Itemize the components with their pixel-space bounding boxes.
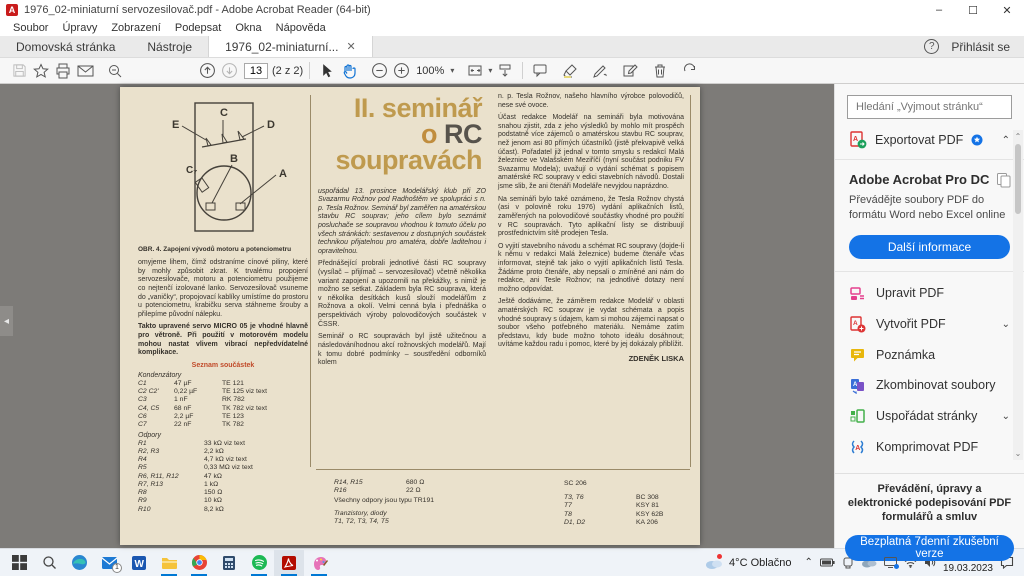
sidebar-item-label: Poznámka: [876, 347, 936, 362]
bottom-part-row: D1, D2 KA 206: [564, 519, 658, 527]
sidebar-item-label: Upravit PDF: [876, 286, 945, 301]
sidebar-item-label: Uspořádat stránky: [876, 409, 978, 424]
bottom-parts-left: [334, 479, 504, 525]
menu-bar: [0, 20, 1024, 36]
transistors-list: T1, T2, T3, T4, T5: [334, 517, 389, 525]
weather-text: 4°C Oblačno: [729, 556, 792, 569]
transistor-type-sc206: SC 206: [564, 480, 587, 487]
save-icon[interactable]: [8, 61, 30, 81]
acrobat-app-icon: A: [6, 4, 18, 16]
mail-icon[interactable]: [94, 550, 124, 576]
middle-paragraph-1: uspořádal 13. prosince Modelářský klub při ZO Svazarmu Rožnov pod Radhoštěm ve spolupráci s n. p. Tesla Rožnov. Seminář byl zaměřen na amatérskou stavbu RC souprav; jeho cílem bylo seznámit posluchače se soupravou vhodnou k tomuto účelu po všech stránkách: sestavenou z dostupných součástek technikou přijatelnou pro amatéra, dobře laditelnou i opravitelnou.: [318, 187, 486, 255]
start-button[interactable]: [4, 550, 34, 576]
calculator-icon[interactable]: [214, 550, 244, 576]
resistors-heading: Odpory: [138, 431, 161, 439]
weather-widget[interactable]: [704, 556, 792, 570]
tab-tools[interactable]: Nástroje: [147, 39, 193, 54]
notification-dot: [894, 564, 899, 569]
parts-list-heading: Seznam součástek: [191, 361, 255, 369]
minimize-button[interactable]: –: [935, 4, 943, 16]
promo-title: Adobe Acrobat Pro DC: [849, 172, 990, 187]
menu-podepsat[interactable]: Podepsat: [174, 22, 222, 34]
menu-napoveda[interactable]: Nápověda: [275, 22, 326, 34]
tab-bar: [0, 36, 1024, 58]
capacitor-row: C3 1 nF RK 782: [138, 396, 245, 404]
sidebar-item-label: Zkombinovat soubory: [876, 378, 996, 393]
right-paragraph-1: n. p. Tesla Rožnov, našeho hlavního výrobce polovodičů, nese své ovoce.: [498, 93, 684, 109]
tab-close-icon[interactable]: ✕: [346, 41, 356, 53]
sidebar-item-comment[interactable]: [835, 340, 1024, 370]
window-title: 1976_02-miniaturní servozesilovač.pdf - Adobe Acrobat Reader (64-bit): [24, 4, 371, 16]
acrobat-pro-promo: [835, 160, 1024, 272]
page-count-label: (2 z 2): [272, 64, 304, 77]
zoom-out-icon[interactable]: [368, 61, 390, 81]
sidebar-item-label: Komprimovat PDF: [876, 440, 979, 455]
create-pdf-icon: [849, 316, 866, 333]
star-icon[interactable]: [30, 61, 52, 81]
sign-in-link[interactable]: Přihlásit se: [951, 39, 1010, 54]
taskbar-search-icon[interactable]: [34, 550, 64, 576]
mail-badge: 1: [112, 563, 122, 573]
document-area: [0, 84, 1024, 560]
svg-text:A: A: [853, 381, 858, 388]
figure-label-b: B: [230, 153, 238, 165]
tools-sidebar: [834, 84, 1024, 560]
column-divider: [310, 95, 311, 467]
menu-zobrazeni[interactable]: Zobrazení: [111, 22, 161, 34]
sidebar-item-edit-pdf[interactable]: [835, 278, 1024, 309]
menu-upravy[interactable]: Úpravy: [62, 22, 98, 34]
scrolling-mode-icon[interactable]: [494, 61, 516, 81]
comment-icon[interactable]: [529, 61, 551, 81]
svg-text:A: A: [853, 136, 859, 143]
svg-text:A: A: [853, 319, 858, 327]
bottom-part-row: T8 KSY 62B: [564, 510, 664, 518]
figure-label-c7: C₇: [186, 165, 198, 176]
maximize-button[interactable]: ☐: [968, 4, 978, 17]
scroll-up-icon[interactable]: ⌃: [1014, 132, 1022, 141]
capacitors-heading: Kondenzátory: [138, 371, 182, 379]
resistor-row: R5 0,33 MΩ viz text: [138, 464, 253, 472]
sign-icon[interactable]: [589, 61, 611, 81]
next-page-icon[interactable]: [218, 61, 240, 81]
zoom-in-icon[interactable]: [390, 61, 412, 81]
compress-pdf-icon: [849, 439, 866, 456]
close-button[interactable]: ✕: [1002, 4, 1012, 17]
chrome-icon[interactable]: [184, 550, 214, 576]
email-icon[interactable]: [74, 61, 96, 81]
bottom-parts-right: [564, 479, 714, 528]
capacitor-row: C4, C5 68 nF TK 782 viz text: [138, 404, 267, 412]
capacitor-row: C7 22 nF TK 782: [138, 421, 244, 429]
resistor-row: R2, R3 2,2 kΩ: [138, 447, 224, 455]
chevron-up-icon[interactable]: ⌃: [1001, 134, 1010, 146]
chevron-down-icon[interactable]: ⌄: [1001, 410, 1010, 422]
bottom-part-row: R14, R15 680 Ω: [334, 479, 425, 486]
toolbar: [0, 58, 1024, 84]
paint3d-icon[interactable]: [304, 550, 334, 576]
sidebar-scrollbar[interactable]: [1013, 130, 1023, 460]
edit-pdf-icon: [849, 285, 866, 302]
more-info-button[interactable]: Další informace: [849, 235, 1010, 259]
title-bar: [0, 0, 1024, 20]
sidebar-footer: [835, 474, 1024, 570]
resistor-type-note: Všechny odpory jsou typu TR191: [334, 496, 434, 504]
tray-chevron-icon[interactable]: ⌃: [804, 557, 813, 568]
capacitor-row: C2 C2' 0,22 µF TE 125 viz text: [138, 388, 267, 396]
figure-motor-schematic: [148, 95, 298, 243]
capacitors-table: [138, 380, 308, 430]
search-box[interactable]: [847, 95, 1012, 119]
spotify-icon[interactable]: [244, 550, 274, 576]
resistor-row: R1 33 kΩ viz text: [138, 439, 245, 447]
navigation-pane-toggle[interactable]: ◂: [0, 306, 13, 336]
transistors-heading: Tranzistory, diody: [334, 509, 387, 517]
print-icon[interactable]: [52, 61, 74, 81]
bottom-part-row: T7 KSY 81: [564, 502, 659, 510]
find-icon[interactable]: [104, 61, 126, 81]
premium-badge-icon: [971, 134, 983, 146]
delete-icon[interactable]: [649, 61, 671, 81]
capacitor-row: C1 47 µF TE 121: [138, 379, 244, 387]
free-trial-button[interactable]: Bezplatná 7denní zkušební verze: [845, 535, 1014, 561]
left-paragraph-1: omyjeme lihem, čímž odstraníme cínové piliny, které by mohly způsobit zkrat. K trvalému propojení servozesilovače, motoru a potenciometru použijeme co nejtenčí izolované lanko. Servozesilovač vsuneme do „vaničky“, propojovací kablíky umístíme do prostoru u potenciometru, krabičku serva stáhneme šrouby a přilepíme původní nálepku.: [138, 259, 308, 318]
page-left-column: [138, 95, 308, 514]
middle-paragraph-2: Přednášející probrali jednotlivé části RC soupravy (vysílač – přijímač – servozesilovač) včetně několika variant zapojení a upozornili na překážky, s nimiž je možno se setkat. Základem byla RC souprava, která v několika desítkách kusů slouží modelářům z Rožnova a okolí. Velmi cenná byla i přednáška o perspektivách výroby polovodičových součástek v ČSSR.: [318, 260, 486, 328]
figure-label-a: A: [279, 168, 287, 180]
comment-note-icon: [849, 347, 866, 363]
teams-icon[interactable]: [884, 557, 897, 568]
article-right-rule: [690, 95, 691, 467]
svg-text:W: W: [134, 558, 144, 570]
left-paragraph-2: Takto upravené servo MICRO 05 je vhodné hlavně pro větroně. Při použití v motorovém modelu mohou nastat vlivem vibrací nepředvídatelné komplikace.: [138, 323, 308, 357]
search-input[interactable]: [856, 101, 1003, 113]
fill-sign-icon[interactable]: [619, 61, 641, 81]
promo-description: Převádějte soubory PDF do formátu Word nebo Excel online: [849, 194, 1006, 221]
capacitor-row: C6 2,2 µF TE 123: [138, 412, 244, 420]
fit-caret-icon[interactable]: ▾: [488, 66, 493, 75]
pdf-page: [120, 87, 700, 545]
export-pdf-icon: [849, 131, 867, 149]
weather-alert-dot: [717, 554, 722, 559]
footer-promo-text: Převádění, úpravy a elektronické podepisování PDF formulářů a smluv: [847, 482, 1012, 524]
previous-page-icon[interactable]: [196, 61, 218, 81]
fit-width-icon[interactable]: [464, 61, 486, 81]
scroll-down-icon[interactable]: ⌄: [1014, 449, 1022, 458]
combine-files-icon: [849, 377, 866, 394]
tab-document[interactable]: 1976_02-miniaturní... ✕: [208, 36, 373, 57]
figure-label-e: E: [172, 119, 180, 131]
organize-pages-icon: [849, 408, 866, 425]
sidebar-item-compress-pdf[interactable]: [835, 432, 1024, 463]
resistor-row: R7, R13 1 kΩ: [138, 480, 219, 488]
chevron-down-icon[interactable]: ⌄: [1001, 318, 1010, 330]
sidebar-item-label: Vytvořit PDF: [876, 317, 946, 332]
tools-list: [835, 272, 1024, 469]
select-tool-icon[interactable]: [316, 61, 338, 81]
file-explorer-icon[interactable]: [154, 550, 184, 576]
resistor-row: R9 10 kΩ: [138, 497, 222, 505]
middle-paragraph-3: Seminář o RC soupravách byl jistě užitečnou a následováníhodnou akcí rožnovských modelářů. Mají k tomu dobré podmínky – soustředění odborníků kolem: [318, 333, 486, 367]
resistor-row: R8 150 Ω: [138, 489, 223, 497]
sidebar-item-export-pdf[interactable]: [835, 119, 1024, 160]
right-paragraph-3: Na semináři bylo také oznámeno, že Tesla Rožnov chystá (asi v polovině roku 1976) vydání aplikačních listů, zaměřených na polovodičové součástky vhodné pro použití v RC soupravách. Tyto aplikační listy se distribuují prostřednictvím sítě prodejen Tesla.: [498, 195, 684, 238]
export-pdf-label: Exportovat PDF: [875, 133, 964, 147]
acrobat-taskbar-icon[interactable]: [274, 550, 304, 576]
sidebar-item-create-pdf[interactable]: [835, 309, 1024, 340]
clock-date: 19.03.2023: [942, 562, 993, 574]
page-middle-column: [318, 95, 486, 372]
tab-home[interactable]: Domovská stránka: [16, 39, 116, 54]
help-icon[interactable]: ?: [924, 39, 939, 54]
right-paragraph-4: O vyjití stavebního návodu a schémat RC soupravy (dojde-li k němu v redakci Malá železnice) budeme čtenáře včas informovat, stejně tak jako o vyjití aplikačních listů Tesla. Žádáme proto čtenáře, aby nepsali o zmíněné ani nám do redakce, ani Tesle Rožnov; na jednotlivé dotazy není možno odpovídat.: [498, 242, 684, 293]
zoom-level-value[interactable]: 100%: [416, 64, 445, 77]
right-paragraph-5: Ještě dodáváme, že záměrem redakce Modelář v oblasti amatérských RC souprav je vydat schémata a popis vhodné soupravy s údajem, kam si mohou zájemci napsat o soubor všeho potřebného materiálu. Nemáme zatím představu, kdy bude možno tohoto ideálu dosáhnout; uvítáme každou radu i pomoc, které by jej dokázaly přiblížit.: [498, 298, 684, 349]
scrollbar-thumb[interactable]: [1015, 144, 1021, 214]
article-bottom-rule: [316, 469, 690, 470]
right-paragraph-2: Účast redakce Modelář na semináři byla motivována snahou zjistit, zda z jeho výsledků by mohlo mít prospěch podstatně více zájemců o amatérskou stavbu RC souprav, než jenom asi 80 přímých účastníků (jistě překvapivě velká účast). Pořadatel již jednal v tomto smyslu s redakcí Malá železnice ve Valašském Meziříčí (nyní součást podniku FV Svazarmu Modela); uvažují o vydání schémat s popisem amatérské RC soupravy v edici stavebních návodů. Dostali jsme slib, že ani čtenáři Modeláře nevyjdou naprázdno.: [498, 114, 684, 191]
rotate-icon[interactable]: [679, 61, 701, 81]
highlight-icon[interactable]: [559, 61, 581, 81]
sidebar-item-organize-pages[interactable]: [835, 401, 1024, 432]
sidebar-item-combine-files[interactable]: [835, 370, 1024, 401]
article-author: ZDENĚK LISKA: [628, 354, 684, 364]
bottom-part-row: R16 22 Ω: [334, 487, 421, 495]
resistor-row: R10 8,2 kΩ: [138, 505, 224, 513]
zoom-caret-icon[interactable]: ▾: [450, 66, 455, 75]
bottom-part-row: T3, T6 BC 308: [564, 494, 659, 501]
page-right-column: [498, 93, 684, 363]
menu-okna[interactable]: Okna: [235, 22, 262, 34]
resistor-row: R6, R11, R12 47 kΩ: [138, 472, 222, 480]
battery-icon[interactable]: [820, 558, 835, 567]
svg-text:A: A: [855, 444, 861, 452]
word-icon[interactable]: [124, 550, 154, 576]
copy-pages-icon: [996, 172, 1012, 188]
figure-label-d: D: [267, 119, 275, 131]
page-number-input[interactable]: [244, 63, 268, 79]
edge-icon[interactable]: [64, 550, 94, 576]
article-title: II. seminář o RC soupravách: [335, 93, 482, 176]
resistors-table: [138, 440, 308, 515]
resistor-row: R4 4,7 kΩ viz text: [138, 456, 247, 464]
menu-soubor[interactable]: Soubor: [13, 22, 49, 34]
figure-caption: OBR. 4. Zapojení vývodů motoru a potenciometru: [138, 246, 292, 253]
hand-tool-icon[interactable]: [338, 61, 360, 81]
figure-label-c: C: [220, 107, 228, 119]
